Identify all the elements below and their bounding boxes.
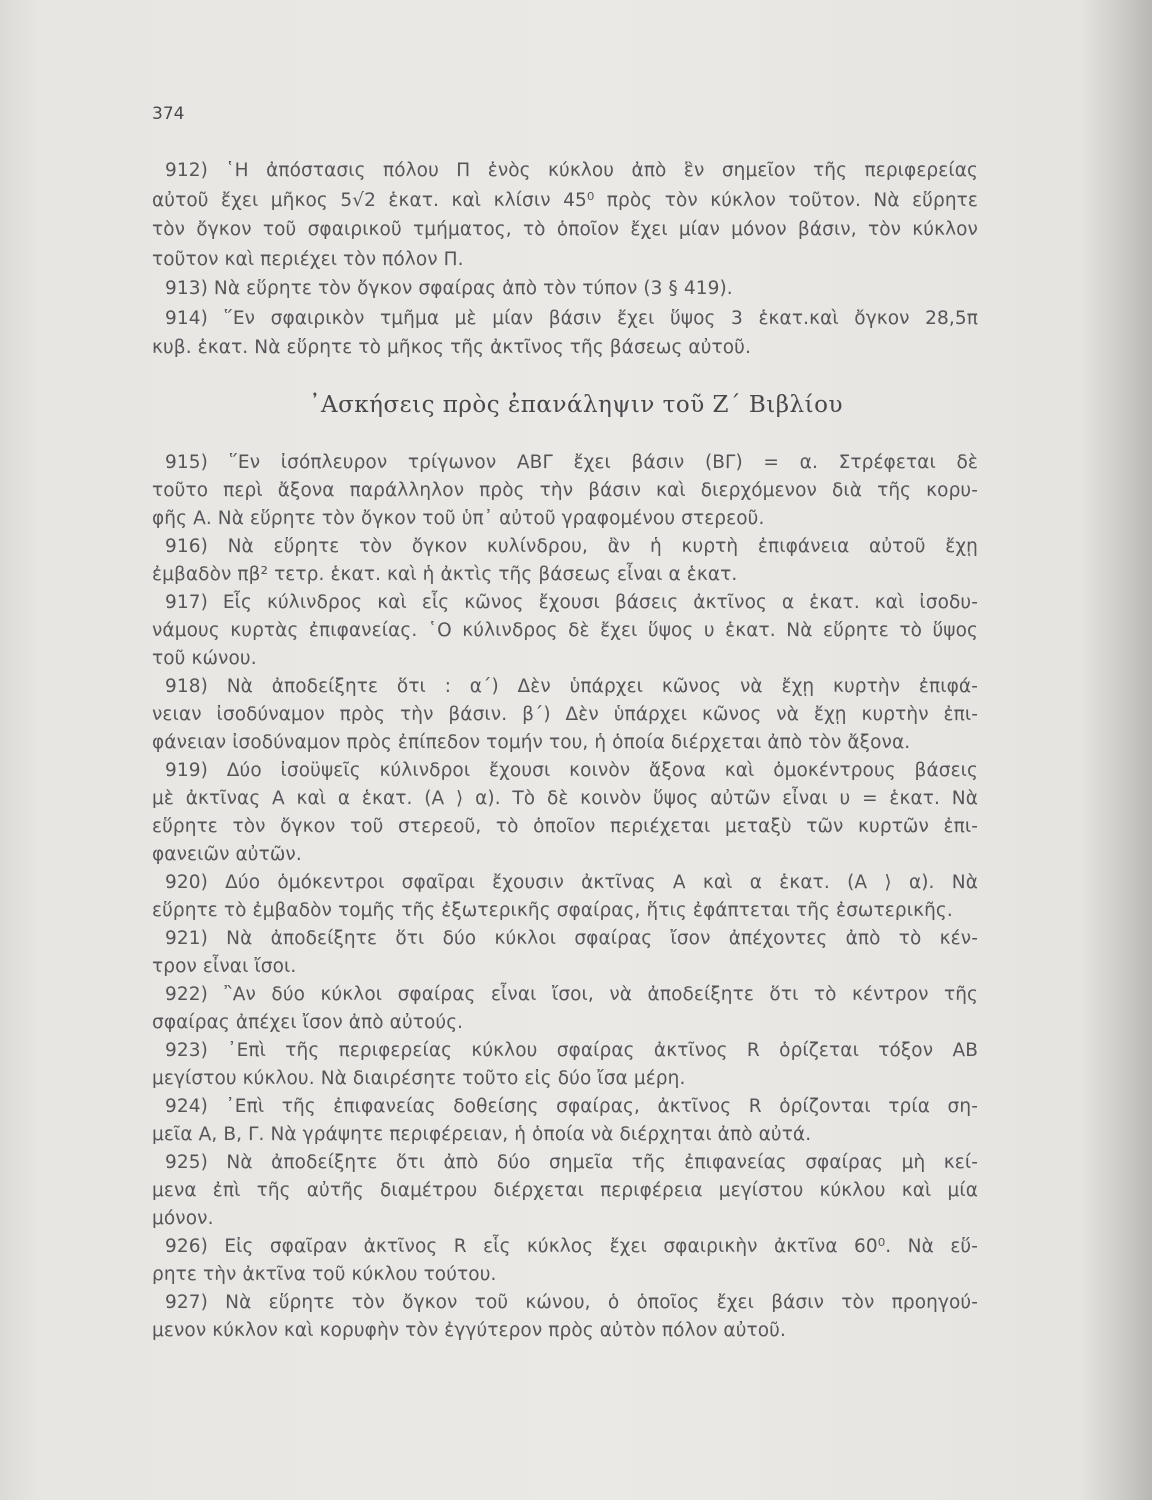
- exercise-line: μεῖα Α, Β, Γ. Νὰ γράψητε περιφέρειαν, ἡ ὁποία νὰ διέρχηται ἀπὸ αὐτά.: [152, 1124, 812, 1145]
- exercise-line: μενον κύκλον καὶ κορυφὴν τὸν ἐγγύτερον πρὸς αὐτὸν πόλον αὐτοῦ.: [152, 1320, 786, 1341]
- exercise: [152, 925, 978, 981]
- exercise-line: 920) Δύο ὁμόκεντροι σφαῖραι ἔχουσιν ἀκτῖνας Α καὶ α ἑκατ. (Α ⟩ α). Νὰ: [165, 872, 978, 893]
- exercise-line: 917) Εἷς κύλινδρος καὶ εἷς κῶνος ἔχουσι βάσεις ἀκτῖνος α ἑκατ. καὶ ἰσοδυ-: [165, 592, 978, 613]
- exercises-before-heading: [152, 156, 978, 363]
- exercise: [152, 274, 978, 304]
- page-number: 374: [152, 104, 185, 124]
- review-exercises: [152, 449, 978, 1345]
- exercise: [152, 673, 978, 757]
- exercise: [152, 981, 978, 1037]
- exercise-line: 922) ῍Αν δύο κύκλοι σφαίρας εἶναι ἴσοι, νὰ ἀποδείξητε ὅτι τὸ κέντρον τῆς: [165, 984, 978, 1005]
- exercise-line: 918) Νὰ ἀποδείξητε ὅτι : α΄) Δὲν ὑπάρχει κῶνος νὰ ἔχῃ κυρτὴν ἐπιφά-: [165, 676, 978, 697]
- exercise-line: μενα ἐπὶ τῆς αὐτῆς διαμέτρου διέρχεται περιφέρεια μεγίστου κύκλου καὶ μία: [152, 1180, 978, 1201]
- exercise-line: τὸν ὄγκον τοῦ σφαιρικοῦ τμήματος, τὸ ὁποῖον ἔχει μίαν μόνον βάσιν, τὸν κύκλον: [152, 219, 978, 240]
- exercise-line: 921) Νὰ ἀποδείξητε ὅτι δύο κύκλοι σφαίρας ἴσον ἀπέχοντες ἀπὸ τὸ κέν-: [165, 928, 978, 949]
- exercise-line: 914) ῞Εν σφαιρικὸν τμῆμα μὲ μίαν βάσιν ἔχει ὕψος 3 ἑκατ.καὶ ὄγκον 28,5π: [165, 307, 978, 329]
- exercise-line: 927) Νὰ εὕρητε τὸν ὄγκον τοῦ κώνου, ὁ ὁποῖος ἔχει βάσιν τὸν προηγού-: [165, 1292, 978, 1313]
- exercise-line: εὕρητε τὸ ἐμβαδὸν τομῆς τῆς ἐξωτερικῆς σφαίρας, ἥτις ἐφάπτεται τῆς ἐσωτερικῆς.: [152, 900, 953, 921]
- exercise-line: 913) Νὰ εὕρητε τὸν ὄγκον σφαίρας ἀπὸ τὸν τύπον (3 § 419).: [165, 278, 733, 299]
- exercise: [152, 1093, 978, 1149]
- exercise-line: αὐτοῦ ἔχει μῆκος 5√2 ἑκατ. καὶ κλίσιν 45⁰ πρὸς τὸν κύκλον τοῦτον. Νὰ εὕρητε: [152, 189, 978, 211]
- exercise: [152, 533, 978, 589]
- exercise-line: 919) Δύο ἰσοϋψεῖς κύλινδροι ἔχουσι κοινὸν ἄξονα καὶ ὁμοκέντρους βάσεις: [165, 760, 978, 781]
- exercise-line: τοῦ κώνου.: [152, 648, 257, 669]
- exercise-line: 915) ῞Εν ἰσόπλευρον τρίγωνον ΑΒΓ ἔχει βάσιν (ΒΓ) = α. Στρέφεται δὲ: [165, 452, 978, 473]
- exercise-line: 925) Νὰ ἀποδείξητε ὅτι ἀπὸ δύο σημεῖα τῆς ἐπιφανείας σφαίρας μὴ κεί-: [165, 1152, 978, 1173]
- exercise-line: ἐμβαδὸν πβ² τετρ. ἑκατ. καὶ ἡ ἀκτὶς τῆς βάσεως εἶναι α ἑκατ.: [152, 564, 738, 585]
- exercise-line: μεγίστου κύκλου. Νὰ διαιρέσητε τοῦτο εἰς δύο ἴσα μέρη.: [152, 1068, 686, 1089]
- exercise-line: 923) ᾿Επὶ τῆς περιφερείας κύκλου σφαίρας ἀκτῖνος R ὁρίζεται τόξον ΑΒ: [165, 1040, 978, 1061]
- section-heading: ᾿Ασκήσεις πρὸς ἐπανάληψιν τοῦ Ζ΄ Βιβλίου: [309, 392, 843, 418]
- exercise-line: νειαν ἰσοδύναμον πρὸς τὴν βάσιν. β΄) Δὲν ὑπάρχει κῶνος νὰ ἔχῃ κυρτὴν ἐπι-: [152, 704, 978, 725]
- exercise: [152, 869, 978, 925]
- exercise: [152, 304, 978, 363]
- exercise-line: τοῦτον καὶ περιέχει τὸν πόλον Π.: [152, 248, 464, 270]
- exercise: [152, 1037, 978, 1093]
- exercise-line: 912) ῾Η ἀπόστασις πόλου Π ἑνὸς κύκλου ἀπὸ ἓν σημεῖον τῆς περιφερείας: [165, 160, 978, 181]
- exercise-line: φάνειαν ἰσοδύναμον πρὸς ἐπίπεδον τομήν του, ἡ ὁποία διέρχεται ἀπὸ τὸν ἄξονα.: [152, 732, 911, 753]
- exercise-line: 916) Νὰ εὕρητε τὸν ὄγκον κυλίνδρου, ἂν ἡ κυρτὴ ἐπιφάνεια αὐτοῦ ἔχῃ: [165, 536, 978, 557]
- exercise-line: 926) Εἰς σφαῖραν ἀκτῖνος R εἷς κύκλος ἔχει σφαιρικὴν ἀκτῖνα 60⁰. Νὰ εὕ-: [165, 1236, 978, 1257]
- exercise-line: μὲ ἀκτῖνας Α καὶ α ἑκατ. (Α ⟩ α). Τὸ δὲ κοινὸν ὕψος αὐτῶν εἶναι υ = ἑκατ. Νὰ: [152, 788, 978, 809]
- exercise: [152, 1233, 978, 1289]
- exercise: [152, 1289, 978, 1345]
- exercise-line: ρητε τὴν ἀκτῖνα τοῦ κύκλου τούτου.: [152, 1264, 497, 1285]
- exercise: [152, 757, 978, 869]
- exercise-line: 924) ᾿Επὶ τῆς ἐπιφανείας δοθείσης σφαίρας, ἀκτῖνος R ὁρίζονται τρία ση-: [165, 1096, 978, 1117]
- exercise-line: τρον εἶναι ἴσοι.: [152, 956, 297, 977]
- exercise: [152, 1149, 978, 1233]
- exercise: [152, 156, 978, 274]
- exercise-line: σφαίρας ἀπέχει ἴσον ἀπὸ αὐτούς.: [152, 1012, 464, 1033]
- exercise-line: μόνον.: [152, 1208, 214, 1229]
- exercise: [152, 589, 978, 673]
- exercise-line: εὕρητε τὸν ὄγκον τοῦ στερεοῦ, τὸ ὁποῖον περιέχεται μεταξὺ τῶν κυρτῶν ἐπι-: [152, 816, 978, 837]
- exercise-line: κυβ. ἑκατ. Νὰ εὕρητε τὸ μῆκος τῆς ἀκτῖνος τῆς βάσεως αὐτοῦ.: [152, 337, 751, 358]
- exercise-line: τοῦτο περὶ ἄξονα παράλληλον πρὸς τὴν βάσιν καὶ διερχόμενον διὰ τῆς κορυ-: [152, 480, 978, 501]
- exercise-line: φῆς Α. Νὰ εὕρητε τὸν ὄγκον τοῦ ὑπ᾿ αὐτοῦ γραφομένου στερεοῦ.: [152, 508, 765, 529]
- exercise: [152, 449, 978, 533]
- exercise-line: νάμους κυρτὰς ἐπιφανείας. ῾Ο κύλινδρος δὲ ἔχει ὕψος υ ἑκατ. Νὰ εὕρητε τὸ ὕψος: [152, 620, 978, 641]
- exercise-line: φανειῶν αὐτῶν.: [152, 844, 302, 865]
